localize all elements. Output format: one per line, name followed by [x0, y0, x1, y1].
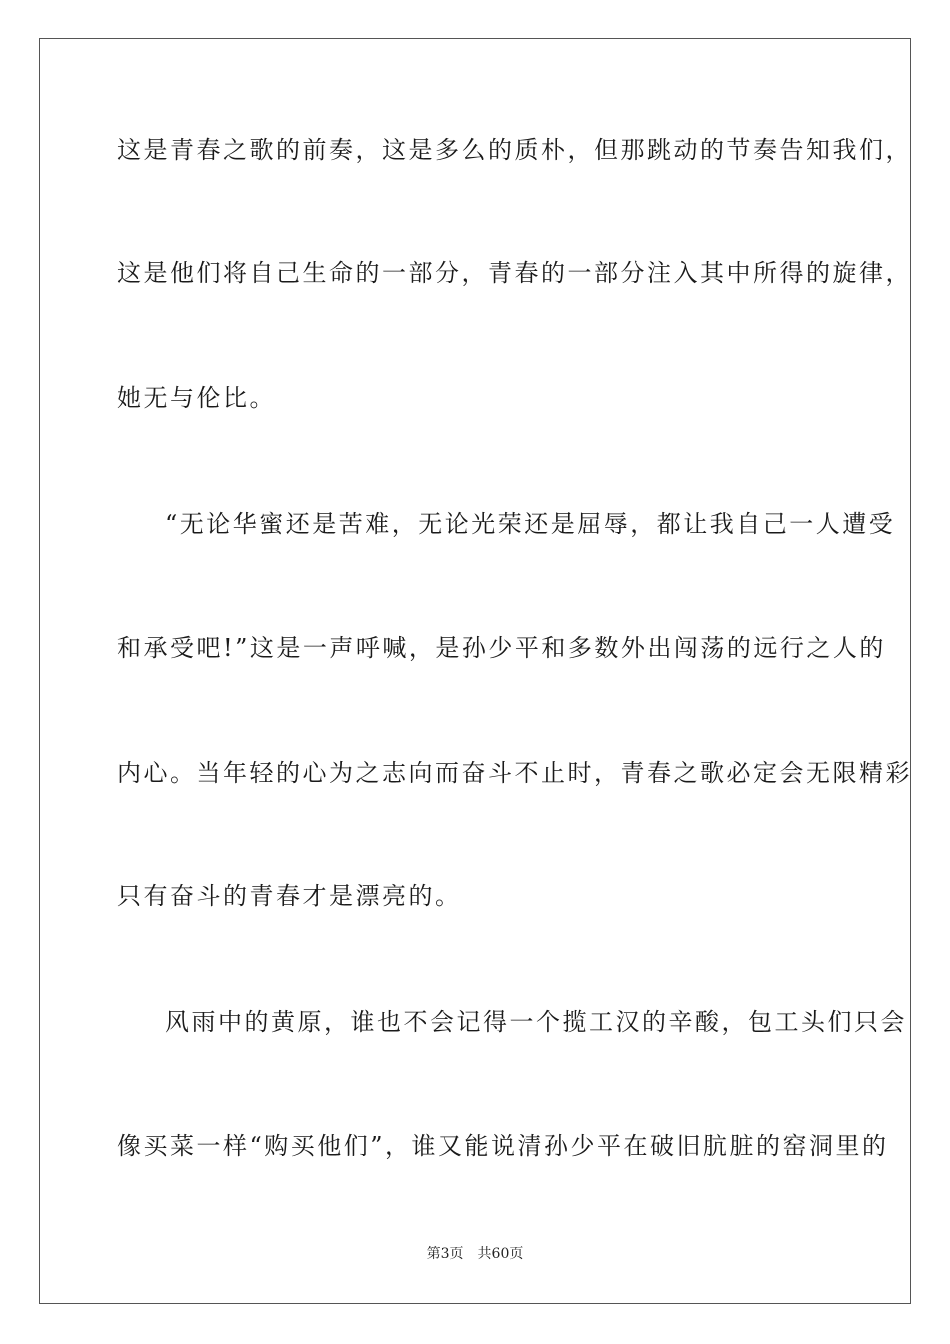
page-total: 共60页 — [477, 1246, 524, 1262]
page-number: 第3页 — [426, 1246, 464, 1262]
text-line-6: 内心。当年轻的心为之志向而奋斗不止时，青春之歌必定会无限精彩 — [117, 759, 912, 787]
page-border — [39, 38, 911, 1304]
text-line-2: 这是他们将自己生命的一部分，青春的一部分注入其中所得的旋律， — [117, 259, 912, 287]
text-line-1: 这是青春之歌的前奏，这是多么的质朴，但那跳动的节奏告知我们， — [117, 136, 912, 164]
text-line-8: 风雨中的黄原，谁也不会记得一个揽工汉的辛酸，包工头们只会 — [165, 1008, 907, 1036]
text-line-7: 只有奋斗的青春才是漂亮的。 — [117, 882, 462, 910]
text-line-9: 像买菜一样“购买他们”，谁又能说清孙少平在破旧肮脏的窑洞里的 — [117, 1132, 889, 1160]
text-line-3: 她无与伦比。 — [117, 384, 276, 412]
text-line-5: 和承受吧!”这是一声呼喊，是孙少平和多数外出闯荡的远行之人的 — [117, 634, 886, 662]
text-line-4: “无论华蜜还是苦难，无论光荣还是屈辱，都让我自己一人遭受 — [165, 510, 896, 538]
page-footer — [0, 1245, 950, 1263]
